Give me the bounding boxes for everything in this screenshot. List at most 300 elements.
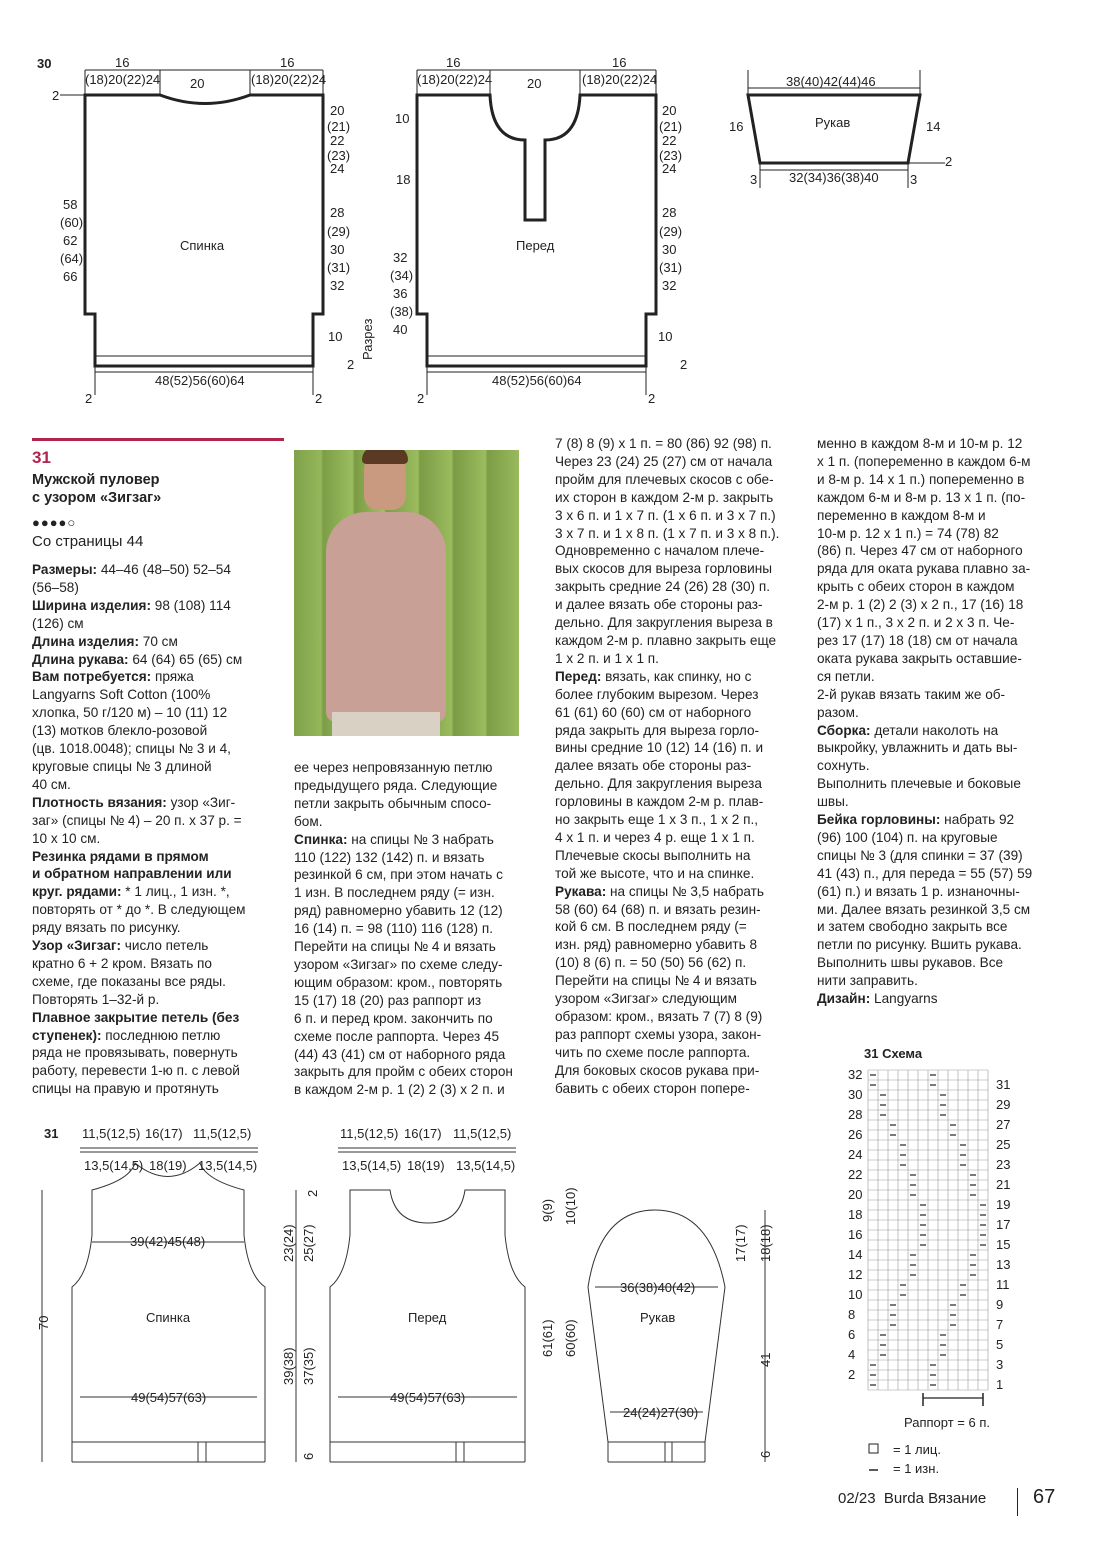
lbl: 28 — [330, 205, 345, 220]
text-line — [294, 866, 539, 884]
row-number: 9 — [996, 1297, 1004, 1312]
text-line — [555, 1008, 800, 1026]
text-line — [817, 918, 1067, 936]
text-line — [32, 955, 282, 973]
line-text: хлопка, 50 г/120 м) – 10 (11) 12 — [32, 705, 228, 721]
bold-term: Вам потребуется: — [32, 669, 152, 685]
lbl: 20 — [662, 103, 677, 118]
row-number: 32 — [848, 1067, 863, 1082]
row-number: 21 — [996, 1177, 1011, 1192]
line-text: 2-й рукав вязать таким же об- — [817, 686, 1006, 702]
text-line — [817, 883, 1067, 901]
pattern-title — [32, 471, 161, 507]
photo-hair — [362, 450, 408, 464]
text-line — [555, 453, 800, 471]
text-column-4 — [817, 435, 1067, 1008]
line-text: разом. — [817, 704, 859, 720]
lbl: 2 — [648, 391, 656, 406]
row-number: 1 — [996, 1377, 1004, 1392]
text-line — [817, 739, 1067, 757]
line-text: ся петли. — [817, 668, 875, 684]
lbl: 18(18) — [758, 1224, 773, 1262]
lbl: (60) — [60, 215, 84, 230]
row-number: 4 — [848, 1347, 856, 1362]
bold-term: Ширина изделия: — [32, 597, 151, 613]
lbl: 2 — [945, 154, 953, 169]
line-text: и 8-м р. 14 х 1 п.) попеременно в — [817, 471, 1025, 487]
text-line — [817, 901, 1067, 919]
text-line — [555, 739, 800, 757]
row-number: 26 — [848, 1127, 863, 1142]
line-text: 61 (61) 60 (60) см от наборного — [555, 704, 752, 720]
scheme-title: 31 Схема — [864, 1046, 923, 1061]
photo-trousers — [332, 712, 440, 736]
lbl: 24 — [330, 161, 345, 176]
line-text: Повторять 1–32-й р. — [32, 991, 160, 1007]
text-line — [32, 776, 282, 794]
text-line — [32, 758, 282, 776]
line-text: ряда для оката рукава плавно за- — [817, 561, 1031, 577]
row-number: 2 — [848, 1367, 856, 1382]
row-number: 12 — [848, 1267, 863, 1282]
lbl: 16 — [115, 55, 130, 70]
line-text: круговые спицы № 3 длиной — [32, 758, 212, 774]
lbl: 16(17) — [145, 1126, 183, 1141]
line-text: резинкой 6 см, при этом начать с — [294, 867, 503, 883]
text-line — [555, 1026, 800, 1044]
knit-symbol-icon — [869, 1444, 878, 1453]
text-line — [555, 704, 800, 722]
lbl: 41 — [758, 1352, 773, 1367]
text-line — [555, 1080, 800, 1098]
text-line — [555, 542, 800, 560]
text-line — [817, 793, 1067, 811]
lbl: 10 — [328, 329, 343, 344]
lbl: 22 — [662, 133, 677, 148]
bold-term: Бейка горловины: — [817, 812, 941, 828]
text-line — [555, 847, 800, 865]
magazine: Burda Вязание — [883, 1490, 987, 1507]
lbl: 32 — [393, 250, 408, 265]
line-text: крыть с обеих сторон в каждом — [817, 579, 1015, 595]
lbl: (38) — [390, 304, 414, 319]
text-line — [555, 811, 800, 829]
footer-issue — [838, 1490, 986, 1507]
text-line — [294, 1063, 539, 1081]
line-text: каждом 6-м и 8-м р. 13 х 1 п. (по- — [817, 489, 1026, 505]
text-line — [32, 668, 282, 686]
line-text: Выполнить швы рукавов. Все — [817, 955, 1004, 971]
line-text: 1 изн. В последнем ряду (= изн. — [294, 885, 495, 901]
lbl: 20 — [527, 76, 542, 91]
text-line — [294, 938, 539, 956]
lbl: 11,5(12,5) — [340, 1126, 399, 1141]
line-text: схеме после раппорта. Через 45 — [294, 1028, 500, 1044]
bold-term: Резинка рядами в прямом — [32, 848, 209, 864]
line-text: схеме, где показаны все ряды. — [32, 973, 226, 989]
line-text: 41 (43) п., для переда = 55 (57) 59 — [817, 865, 1033, 881]
line-text: (96) 100 (104) п. на круговые — [817, 829, 998, 845]
lbl: 62 — [63, 233, 78, 248]
text-line — [555, 650, 800, 668]
lbl: 9(9) — [540, 1198, 555, 1222]
scheme-grid — [848, 1067, 1010, 1406]
page-number: 67 — [1033, 1486, 1056, 1508]
line-text: кой 6 см. В последнем ряду (= — [555, 919, 747, 935]
lbl: 30 — [330, 242, 345, 257]
line-text: вязать, как спинку, но с — [601, 668, 752, 684]
bold-term: Перед: — [555, 668, 602, 684]
text-line — [555, 990, 800, 1008]
line-text: (13) мотков блекло-розовой — [32, 723, 208, 739]
lbl: 48(52)56(60)64 — [155, 373, 245, 388]
row-number: 17 — [996, 1217, 1011, 1232]
lbl: 16 — [280, 55, 295, 70]
line-text: ее через непровязанную петлю — [294, 760, 493, 775]
lbl: 11,5(12,5) — [82, 1126, 141, 1141]
lbl: 66 — [63, 269, 78, 284]
lbl: 32 — [330, 278, 345, 293]
text-line — [817, 596, 1067, 614]
line-text: петли по рисунку. Вшить рукава. — [817, 937, 1022, 953]
line-text: спицы на правую и протянуть — [32, 1081, 219, 1097]
line-text: и далее вязать обе стороны раз- — [555, 597, 763, 613]
line-text: закрыть средние 24 (26) 28 (30) п. — [555, 579, 770, 595]
line-text: 64 (64) 65 (65) см — [128, 651, 243, 667]
text-line — [817, 578, 1067, 596]
line-text: 2-м р. 1 (2) 2 (3) х 2 п., 17 (16) 18 — [817, 597, 1024, 613]
lbl: (21) — [659, 119, 683, 134]
text-line — [555, 936, 800, 954]
text-line — [555, 525, 800, 543]
bold-term: Длина рукава: — [32, 651, 129, 667]
line-text: бом. — [294, 813, 323, 829]
lbl: 18(19) — [407, 1158, 445, 1173]
photo-sweater — [326, 512, 446, 722]
line-text: раз раппорт схемы узора, закон- — [555, 1026, 762, 1042]
lbl: 24 — [662, 161, 677, 176]
text-line — [817, 775, 1067, 793]
text-line — [555, 865, 800, 883]
text-line — [555, 471, 800, 489]
line-text: узором «Зигзаг» следующим — [555, 991, 737, 1007]
lbl: 2 — [85, 391, 93, 406]
lbl: (18)20(22)24 — [417, 72, 493, 87]
text-line — [32, 633, 282, 651]
top-back-diagram — [60, 70, 323, 395]
bold-term: круг. рядами: — [32, 884, 122, 900]
text-line — [555, 560, 800, 578]
text-line — [294, 831, 539, 849]
front-label-b: Перед — [408, 1310, 447, 1325]
text-line — [32, 615, 282, 633]
bold-term: и обратном направлении или — [32, 866, 232, 882]
line-text: нити заправить. — [817, 973, 918, 989]
top-front-diagram — [417, 70, 656, 395]
row-number: 16 — [848, 1227, 863, 1242]
row-number: 8 — [848, 1307, 856, 1322]
text-line — [294, 920, 539, 938]
top-section-no: 30 — [37, 56, 52, 71]
line-text: Одновременно с началом плече- — [555, 543, 765, 559]
title-line: Мужской пуловер — [32, 472, 160, 488]
lbl: 10 — [658, 329, 673, 344]
text-line — [817, 668, 1067, 686]
text-line — [817, 632, 1067, 650]
lbl: 20 — [190, 76, 205, 91]
line-text: 4 х 1 п. и через 4 р. еще 1 х 1 п. — [555, 829, 755, 845]
line-text: кратно 6 + 2 кром. Вязать по — [32, 955, 212, 971]
difficulty-rating: ●●●●○ — [32, 515, 77, 530]
text-line — [32, 740, 282, 758]
text-line — [817, 507, 1067, 525]
line-text: более глубоким вырезом. Через — [555, 686, 759, 702]
line-text: 6 п. и перед кром. закончить по — [294, 1010, 493, 1026]
line-text: Langyarns — [870, 991, 938, 1007]
text-line — [817, 704, 1067, 722]
line-text: набрать 92 — [940, 812, 1015, 828]
line-text: 40 см. — [32, 776, 71, 792]
lbl: (18)20(22)24 — [251, 72, 327, 87]
text-line — [32, 651, 282, 669]
lbl: 30 — [662, 242, 677, 257]
line-text: 1 х 2 п. и 1 х 1 п. — [555, 650, 659, 666]
line-text: 10-м р. 12 х 1 п.) = 74 (78) 82 — [817, 525, 999, 541]
text-line — [555, 722, 800, 740]
text-line — [555, 596, 800, 614]
text-line — [817, 471, 1067, 489]
text-line — [817, 757, 1067, 775]
lbl: 16(17) — [404, 1126, 442, 1141]
text-line — [294, 759, 539, 777]
text-line — [32, 901, 282, 919]
line-text: чить по схеме после раппорта. — [555, 1044, 751, 1060]
text-line — [294, 1010, 539, 1028]
text-line — [817, 936, 1067, 954]
line-text: (17) х 1 п., 3 х 2 п. и 2 х 3 п. Че- — [817, 615, 1015, 631]
line-text: спицы № 3 (для спинки = 37 (39) — [817, 847, 1023, 863]
line-text: образом: кром., вязать 7 (7) 8 (9) — [555, 1009, 763, 1024]
text-line — [817, 435, 1067, 453]
line-text: Перейти на спицы № 4 и вязать — [294, 939, 496, 955]
bold-term: Длина изделия: — [32, 633, 139, 649]
line-text: рез 17 (17) 18 (18) см от начала — [817, 632, 1018, 648]
row-number: 20 — [848, 1187, 863, 1202]
row-number: 10 — [848, 1287, 863, 1302]
lbl: (18)20(22)24 — [582, 72, 658, 87]
text-line — [294, 813, 539, 831]
lbl: 39(42)45(48) — [130, 1234, 206, 1249]
row-number: 15 — [996, 1237, 1011, 1252]
line-text: Через 23 (24) 25 (27) см от начала — [555, 453, 773, 469]
bottom-section-no: 31 — [44, 1126, 59, 1141]
line-text: горловины в каждом 2-м р. плав- — [555, 794, 764, 810]
lbl: 6 — [758, 1450, 773, 1458]
lbl: 24(24)27(30) — [623, 1405, 699, 1420]
line-text: пряжа — [151, 669, 194, 685]
row-number: 28 — [848, 1107, 863, 1122]
legend-knit: = 1 лиц. — [893, 1442, 941, 1457]
line-text: выкройку, увлажнить и дать вы- — [817, 740, 1018, 756]
line-text: узором «Зигзаг» по схеме следу- — [294, 956, 503, 972]
line-text: 7 (8) 8 (9) х 1 п. = 80 (86) 92 (98) п. — [555, 436, 772, 451]
front-label: Перед — [516, 238, 555, 253]
text-line — [32, 1062, 282, 1080]
line-text: ряду вязать по рисунку. — [32, 920, 181, 936]
text-line — [817, 453, 1067, 471]
lbl: 20 — [330, 103, 345, 118]
row-number: 18 — [848, 1207, 863, 1222]
text-line — [817, 990, 1067, 1008]
lbl: 3 — [910, 172, 918, 187]
row-number: 22 — [848, 1167, 863, 1182]
lbl: 13,5(14,5) — [198, 1158, 258, 1173]
lbl: 49(54)57(63) — [390, 1390, 466, 1405]
lbl: 36 — [393, 286, 408, 301]
line-text: далее вязать обе стороны раз- — [555, 758, 752, 774]
text-line — [817, 811, 1067, 829]
text-line — [32, 561, 282, 579]
line-text: (44) 43 (41) см от наборного ряда — [294, 1046, 506, 1062]
legend-purl: = 1 изн. — [893, 1461, 940, 1476]
row-number: 5 — [996, 1337, 1004, 1352]
line-text: (126) см — [32, 615, 84, 631]
line-text: Плечевые скосы выполнить на — [555, 847, 751, 863]
line-text: дельно. Для закругления выреза в — [555, 615, 773, 631]
line-text: на спицы № 3,5 набрать — [606, 883, 764, 899]
lbl: 58 — [63, 197, 78, 212]
lbl: 61(61) — [540, 1319, 555, 1357]
row-number: 11 — [996, 1277, 1010, 1292]
model-photo — [294, 450, 519, 736]
text-column-2 — [294, 759, 539, 1099]
lbl: 13,5(14,5) — [456, 1158, 516, 1173]
line-text: 58 (60) 64 (68) п. и вязать резин- — [555, 901, 761, 917]
line-text: ми. Далее вязать резинкой 3,5 см — [817, 901, 1031, 917]
line-text: и затем свободно закрыть все — [817, 919, 1008, 935]
lbl: 39(38) — [281, 1347, 296, 1385]
text-line — [294, 795, 539, 813]
text-column-1 — [32, 561, 282, 1098]
text-line — [817, 542, 1067, 560]
lbl: (29) — [659, 224, 683, 239]
lbl: 49(54)57(63) — [131, 1390, 207, 1405]
text-line — [32, 973, 282, 991]
line-text: 3 х 7 п. и 1 х 8 п. (1 х 7 п. и 3 х 8 п.). — [555, 525, 780, 541]
lbl: 48(52)56(60)64 — [492, 373, 582, 388]
lbl: 14 — [926, 119, 941, 134]
text-line — [32, 812, 282, 830]
line-text: но закрыть еще 1 х 3 п., 1 х 2 п., — [555, 812, 759, 828]
line-text: каждом 2-м р. плавно закрыть еще — [555, 632, 777, 648]
line-text: узор «Зиг- — [166, 794, 236, 810]
row-number: 27 — [996, 1117, 1011, 1132]
line-text: 15 (17) 18 (20) раз раппорт из — [294, 992, 482, 1008]
text-line — [32, 830, 282, 848]
text-line — [555, 614, 800, 632]
text-line — [817, 560, 1067, 578]
line-text: предыдущего ряда. Следующие — [294, 777, 498, 793]
lbl: 25(27) — [301, 1224, 316, 1262]
line-text: ющим образом: кром., повторять — [294, 974, 503, 990]
bold-term: Спинка: — [294, 831, 348, 847]
lbl: 22 — [330, 133, 345, 148]
text-line — [32, 579, 282, 597]
line-text: число петель — [121, 938, 209, 954]
pattern-number: 31 — [32, 448, 51, 467]
bold-term: ступенек): — [32, 1027, 102, 1043]
text-line — [32, 1080, 282, 1098]
line-text: вины средние 10 (12) 14 (16) п. и — [555, 740, 764, 756]
line-text: Выполнить плечевые и боковые — [817, 776, 1021, 792]
text-line — [555, 632, 800, 650]
text-line — [817, 972, 1067, 990]
lbl: 2 — [52, 88, 60, 103]
text-line — [32, 991, 282, 1009]
text-line — [555, 668, 800, 686]
text-line — [555, 829, 800, 847]
lbl: 38(40)42(44)46 — [786, 74, 876, 89]
bold-term: Дизайн: — [817, 991, 871, 1007]
text-line — [817, 614, 1067, 632]
line-text: на спицы № 3 набрать — [347, 831, 494, 847]
sleeve-label-b: Рукав — [640, 1310, 676, 1325]
text-line — [817, 686, 1067, 704]
lbl: 11,5(12,5) — [193, 1126, 252, 1141]
text-line — [555, 954, 800, 972]
line-text: Перейти на спицы № 4 и вязать — [555, 973, 757, 989]
line-text: оката рукава закрыть оставшие- — [817, 650, 1022, 666]
text-line — [817, 489, 1067, 507]
row-number: 13 — [996, 1257, 1011, 1272]
bottom-front-diagram — [296, 1148, 525, 1462]
text-line — [32, 794, 282, 812]
line-text: (86) п. Через 47 см от наборного — [817, 543, 1023, 559]
text-line — [32, 1009, 282, 1027]
line-text: 3 х 6 п. и 1 х 7 п. (1 х 6 п. и 3 х 7 п.) — [555, 507, 776, 523]
lbl: 2 — [305, 1189, 320, 1197]
line-text: в каждом 2-м р. 1 (2) 2 (3) х 2 п. и — [294, 1082, 505, 1098]
row-number: 6 — [848, 1327, 856, 1342]
line-text: * 1 лиц., 1 изн. *, — [121, 884, 230, 900]
issue: 02/23 — [838, 1490, 876, 1507]
line-text: их сторон в каждом 2-м р. закрыть — [555, 489, 774, 505]
lbl: 13,5(14,5) — [342, 1158, 402, 1173]
bold-term: Узор «Зигзаг: — [32, 938, 122, 954]
line-text: х 1 п. (попеременно в каждом 6-м — [817, 453, 1031, 469]
text-line — [294, 884, 539, 902]
text-line — [294, 974, 539, 992]
back-label: Спинка — [180, 238, 225, 253]
line-text: ряда закрыть для выреза горло- — [555, 722, 760, 738]
line-text: 10 х 10 см. — [32, 830, 101, 846]
text-line — [555, 507, 800, 525]
row-number: 7 — [996, 1317, 1004, 1332]
line-text: закрыть для пройм с обеих сторон — [294, 1064, 513, 1080]
text-line — [555, 1062, 800, 1080]
lbl: 16 — [729, 119, 744, 134]
footer-divider — [1017, 1488, 1018, 1516]
text-line — [555, 578, 800, 596]
lbl: (23) — [327, 148, 351, 163]
lbl: 40 — [393, 322, 408, 337]
text-line — [32, 704, 282, 722]
lbl: 2 — [680, 357, 688, 372]
cut-label: Разрез — [360, 318, 375, 360]
bottom-back-diagram — [42, 1148, 265, 1462]
text-line — [817, 954, 1067, 972]
lbl: (29) — [327, 224, 351, 239]
